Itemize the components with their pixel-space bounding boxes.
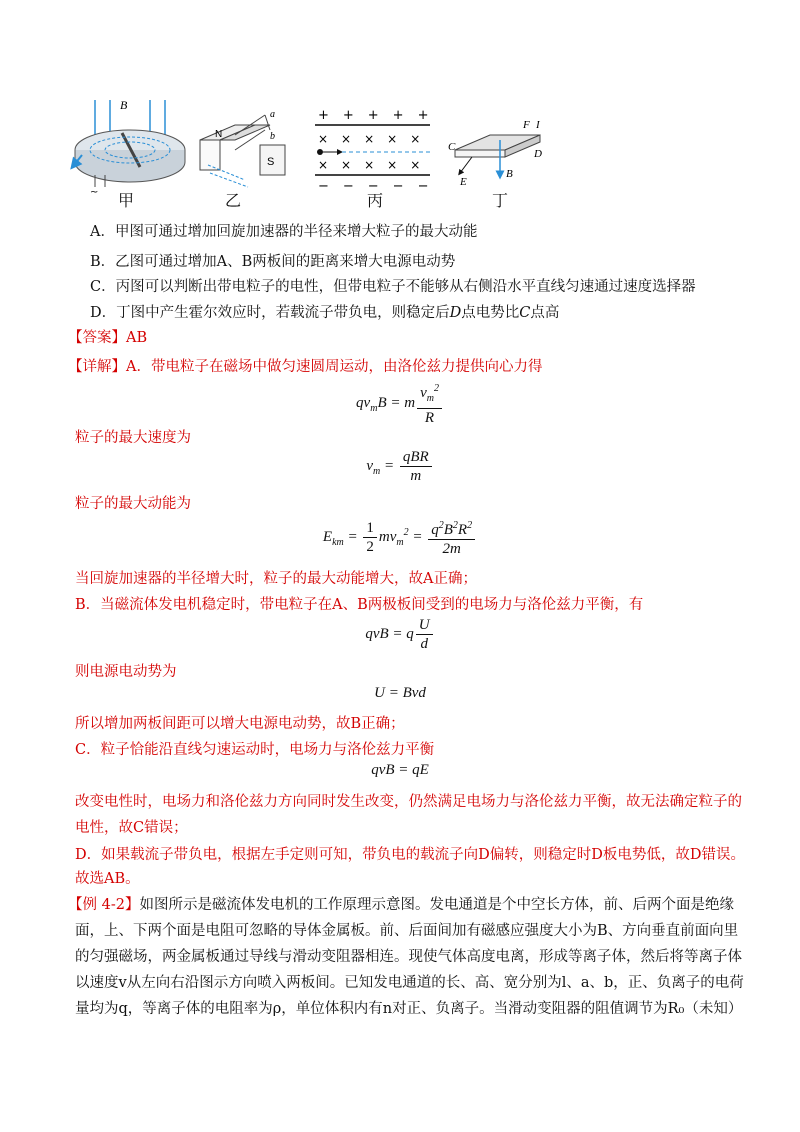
detail-c-line2: 电性，故C错误； (75, 820, 188, 836)
detail-a-intro: 【详解】A．带电粒子在磁场中做匀速圆周运动，由洛伦兹力提供向心力得 (68, 359, 543, 375)
answer-value: AB (126, 330, 148, 346)
svg-text:~: ~ (90, 187, 99, 198)
mhd-generator-diagram (200, 109, 285, 187)
svg-text:S: S (267, 156, 275, 168)
fig-label-3: 丙 (367, 191, 384, 210)
svg-text:−−−−−: −−−−− (318, 179, 443, 194)
detail-d-line: D．如果载流子带负电，根据左手定则可知，带负电的载流子向D偏转，则稳定时D板电势低，故D错误。 (75, 847, 745, 863)
svg-text:E: E (460, 176, 467, 188)
formula-6: qvB = qE (371, 762, 429, 778)
svg-text:B: B (506, 168, 513, 180)
option-c: C．丙图可以判断出带电粒子的电性，但带电粒子不能够从右侧沿水平直线匀速通过速度选择器 (90, 279, 696, 295)
answer-tag: 【答案】 (68, 330, 126, 346)
example-line3: 的匀强磁场，两金属板通过导线与滑动变阻器相连。现使气体高度电离，形成等离子体，然后将等离子体 (75, 949, 742, 965)
svg-text:N: N (215, 129, 223, 140)
max-speed-label: 粒子的最大速度为 (75, 430, 191, 446)
max-ke-label: 粒子的最大动能为 (75, 496, 191, 512)
svg-text:a: a (270, 109, 275, 120)
fig-label-4: 丁 (492, 191, 509, 210)
formula-5: U = Bvd (374, 685, 426, 701)
formula-2: $v_m$ = $\frac{\text{qBR}}{m}$ (0, 448, 800, 485)
example-line4: 以速度v从左向右沿图示方向喷入两板间。已知发电通道的长、高、宽分别为l、a、b，正、负离子的电荷 (75, 975, 744, 991)
detail-tag: 【详解】 (68, 359, 126, 375)
example-line2: 面，上、下两个面是电阻可忽略的导体金属板。前、后面间加有磁感应强度大小为B、方向垂直前面向里 (75, 923, 739, 939)
example-line5: 量均为q，等离子体的电阻率为ρ，单位体积内有n对正、负离子。当滑动变阻器的阻值调节为R₀（未知） (75, 1001, 743, 1017)
detail-b-intro: B．当磁流体发电机稳定时，带电粒子在A、B两极板间受到的电场力与洛伦兹力平衡，有 (75, 597, 644, 613)
detail-b-conclusion: 所以增加两板间距可以增大电源电动势，故B正确； (75, 716, 405, 732)
svg-text:I: I (536, 119, 540, 131)
detail-a-conclusion: 当回旋加速器的半径增大时，粒子的最大动能增大，故A正确； (75, 571, 477, 587)
formula-1: $qv_mB = m$ $\frac{v_m^2}{R}$ (0, 380, 800, 427)
cyclotron-diagram (74, 98, 185, 198)
hall-effect-diagram (448, 119, 542, 188)
physics-diagrams (60, 95, 620, 215)
fig-label-1: 甲 (118, 191, 135, 210)
detail-final: 故选AB。 (75, 871, 140, 887)
fig1-B-label: B (120, 98, 128, 112)
formula-4: qvB = q $\frac{U}{d}$ (0, 616, 800, 653)
svg-text:+++++: +++++ (318, 108, 443, 123)
emf-label: 则电源电动势为 (75, 664, 177, 680)
svg-text:C: C (448, 141, 456, 153)
figure-panel (60, 95, 620, 215)
svg-text:b: b (270, 131, 275, 142)
svg-text:F: F (523, 119, 530, 131)
velocity-selector-diagram (315, 108, 442, 194)
option-a: A．甲图可通过增加回旋加速器的半径来增大粒子的最大动能 (90, 224, 478, 240)
option-d: D．丁图中产生霍尔效应时，若载流子带负电，则稳定后D点电势比C点高 (90, 305, 560, 321)
svg-text:×××××: ××××× (318, 158, 434, 172)
svg-text:×××××: ××××× (318, 132, 434, 146)
option-b: B．乙图可通过增加A、B两板间的距离来增大电源电动势 (90, 254, 456, 270)
fig-label-2: 乙 (225, 191, 242, 210)
example-tag: 【例 4-2】 (68, 897, 140, 913)
svg-text:D: D (534, 148, 542, 160)
formula-3: $E_{km}$ = $\frac{1}{2}$ $mv_m^2$ = $\frac{q^2B^2R^2}{2m}$ (0, 517, 800, 558)
detail-c-line1: 改变电性时，电场力和洛伦兹力方向同时发生改变，仍然满足电场力与洛伦兹力平衡，故无法确定粒子的 (75, 794, 742, 810)
example-line1: 【例 4-2】如图所示是磁流体发电机的工作原理示意图。发电通道是个中空长方体，前、后两个面是绝缘 (68, 897, 734, 913)
detail-c-intro: C．粒子恰能沿直线匀速运动时，电场力与洛伦兹力平衡 (75, 742, 435, 758)
answer-line (68, 326, 147, 347)
